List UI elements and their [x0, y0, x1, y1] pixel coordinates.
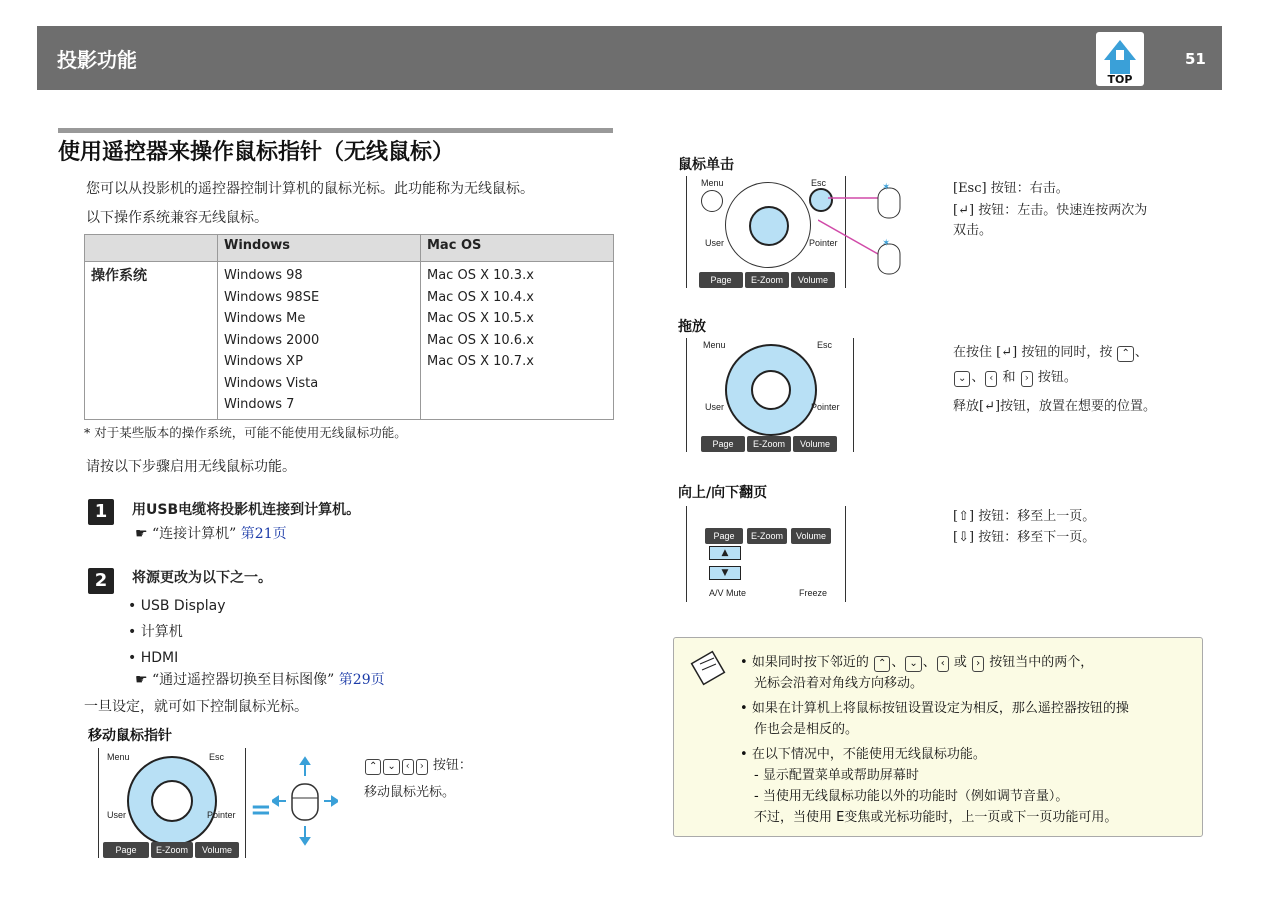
- section-rule: [58, 128, 613, 133]
- remote-illustration-page: [686, 506, 846, 602]
- move-pointer-heading: 移动鼠标指针: [88, 728, 172, 744]
- pointer-label: Pointer: [811, 402, 840, 412]
- page-key: Page: [705, 528, 743, 544]
- notepad-icon: [688, 648, 728, 688]
- left-key-icon: ‹: [985, 371, 997, 387]
- enter-icon: ↵: [1001, 345, 1013, 360]
- enter-button: [151, 780, 193, 822]
- page-key: Page: [699, 272, 743, 288]
- mac-item: Mac OS X 10.3.x: [427, 268, 534, 283]
- equals-icon: =: [250, 795, 272, 825]
- enter-icon: ↵: [984, 399, 995, 414]
- remote-illustration-drag: [686, 338, 854, 452]
- esc-label: Esc: [811, 178, 827, 188]
- source-item: • HDMI: [128, 650, 179, 666]
- table-row-label: 操作系统: [85, 262, 218, 420]
- volume-key: Volume: [195, 842, 239, 858]
- move-desc-2: 移动鼠标光标。: [364, 785, 456, 800]
- step-2-ref: [135, 669, 385, 689]
- menu-button: [701, 190, 723, 212]
- note-dash-1: - 显示配置菜单或帮助屏幕时: [754, 768, 919, 783]
- intro-text-2: 以下操作系统兼容无线鼠标。: [86, 210, 268, 226]
- source-item: • 计算机: [128, 624, 183, 640]
- menu-label: Menu: [703, 340, 726, 350]
- page-key: Page: [701, 436, 745, 452]
- intro-text-1: 您可以从投影机的遥控器控制计算机的鼠标光标。此功能称为无线鼠标。: [86, 181, 534, 197]
- down-key-icon: ⌄: [954, 371, 970, 387]
- right-key-icon: ›: [416, 759, 428, 775]
- step-1-text: 用USB电缆将投影机连接到计算机。: [132, 502, 361, 518]
- section-title: 使用遥控器来操作鼠标指针（无线鼠标）: [58, 140, 455, 165]
- click-line-1: [Esc] 按钮：右击。: [953, 181, 1069, 196]
- table-header-mac: Mac OS: [421, 235, 614, 262]
- mac-item: Mac OS X 10.4.x: [427, 289, 534, 305]
- note-bullet-1-cont: 光标会沿着对角线方向移动。: [754, 676, 924, 691]
- mouse-movement-icon: [272, 756, 338, 846]
- mac-item: Mac OS X 10.5.x: [427, 311, 534, 326]
- step-1-ref: [135, 523, 287, 543]
- step-number-1: 1: [88, 499, 114, 525]
- windows-item: Windows XP: [224, 354, 303, 369]
- user-label: User: [705, 402, 725, 412]
- windows-item: Windows Vista: [224, 375, 319, 391]
- click-line-2: [↵] 按钮：左击。快速连按两次为: [953, 203, 1148, 218]
- remote-illustration-move: [98, 748, 246, 858]
- note-bullet-1: • 如果同时按下邻近的 ⌃ 、 ⌄ 、 ‹ 或 › 按钮当中的两个，: [740, 655, 1094, 670]
- move-desc-label: 按钮：: [432, 758, 472, 773]
- drag-line-2: ⌄ 、 ‹ 和 › 按钮。: [953, 366, 1077, 387]
- drag-heading: 拖放: [678, 319, 706, 335]
- os-compat-table: [84, 234, 614, 420]
- page-heading: 向上/向下翻页: [678, 485, 768, 501]
- click-heading: 鼠标单击: [678, 157, 734, 173]
- note-bullet-3: • 在以下情况中，不能使用无线鼠标功能。: [740, 747, 986, 762]
- enter-button: [749, 206, 789, 246]
- pointing-hand-icon: ☛: [135, 526, 148, 542]
- page-line-2: [⇩] 按钮：移至下一页。: [953, 530, 1096, 545]
- ezoom-key: E-Zoom: [747, 436, 791, 452]
- click-line-3: 双击。: [953, 223, 993, 238]
- windows-item: Windows 2000: [224, 332, 320, 348]
- pointing-hand-icon: ☛: [135, 672, 148, 688]
- ezoom-key: E-Zoom: [747, 528, 787, 544]
- page-link-29[interactable]: 第29页: [338, 672, 385, 688]
- volume-key: Volume: [791, 528, 831, 544]
- steps-intro: 请按以下步骤启用无线鼠标功能。: [86, 459, 296, 475]
- windows-item: Windows 98SE: [224, 289, 320, 305]
- chapter-title: 投影功能: [57, 48, 137, 72]
- volume-key: Volume: [791, 272, 835, 288]
- menu-label: Menu: [701, 178, 724, 188]
- ref-text: “连接计算机”: [152, 526, 237, 542]
- note-dash-3: 不过，当使用 E变焦或光标功能时，上一页或下一页功能可用。: [754, 810, 1118, 825]
- source-list: [128, 593, 226, 671]
- note-content: [740, 652, 1196, 828]
- menu-label: Menu: [107, 752, 130, 762]
- user-label: User: [107, 810, 127, 820]
- mac-list: [421, 262, 614, 420]
- page-link-21[interactable]: 第21页: [240, 526, 287, 542]
- page-line-1: [⇧] 按钮：移至上一页。: [953, 509, 1096, 524]
- pointer-label: Pointer: [207, 810, 236, 820]
- top-button[interactable]: [1096, 32, 1144, 86]
- windows-list: [218, 262, 421, 420]
- page-number: 51: [1185, 50, 1206, 68]
- note-box: [673, 637, 1203, 837]
- page-up-key: ▲: [709, 546, 741, 560]
- note-dash-2: - 当使用无线鼠标功能以外的功能时（例如调节音量）。: [754, 789, 1069, 804]
- page-key: Page: [103, 842, 149, 858]
- windows-item: Windows 98: [224, 268, 303, 283]
- user-label: User: [705, 238, 725, 248]
- note-bullet-2: • 如果在计算机上将鼠标按钮设置设定为相反，那么遥控器按钮的操: [740, 701, 1129, 716]
- right-key-icon: ›: [1021, 371, 1033, 387]
- esc-label: Esc: [817, 340, 833, 350]
- page-header: [37, 26, 1222, 90]
- note-bullet-2-cont: 作也会是相反的。: [754, 722, 859, 737]
- enter-icon: ↵: [958, 203, 969, 218]
- page-down-icon: ⇩: [958, 530, 969, 545]
- drag-line-1: 在按住 [↵] 按钮的同时，按 ⌃ 、: [953, 345, 1148, 360]
- page-down-key: ▼: [709, 566, 741, 580]
- table-header-empty: [85, 235, 218, 262]
- ezoom-key: E-Zoom: [745, 272, 789, 288]
- svg-text:✶: ✶: [882, 182, 891, 193]
- source-item: • USB Display: [128, 598, 226, 614]
- click-mouse-icons: [818, 180, 908, 276]
- svg-text:✶: ✶: [882, 238, 891, 249]
- windows-item: Windows 7: [224, 397, 295, 412]
- enter-button: [751, 370, 791, 410]
- step-number-2: 2: [88, 568, 114, 594]
- footnote: * 对于某些版本的操作系统，可能不能使用无线鼠标功能。: [84, 425, 407, 440]
- ezoom-key: E-Zoom: [151, 842, 193, 858]
- drag-line-3: 释放[↵]按钮，放置在想要的位置。: [953, 399, 1157, 414]
- mac-item: Mac OS X 10.7.x: [427, 354, 534, 369]
- down-key-icon: ⌄: [383, 759, 399, 775]
- page-up-icon: ⇧: [958, 509, 969, 524]
- avmute-label: A/V Mute: [709, 588, 747, 598]
- up-key-icon: ⌃: [1117, 346, 1133, 362]
- move-desc-1: [364, 754, 472, 775]
- esc-label: Esc: [209, 752, 225, 762]
- step-2-text: 将源更改为以下之一。: [132, 570, 272, 586]
- after-setup-text: 一旦设定，就可如下控制鼠标光标。: [84, 699, 308, 715]
- up-key-icon: ⌃: [365, 759, 381, 775]
- table-header-windows: Windows: [218, 235, 421, 262]
- mac-item: Mac OS X 10.6.x: [427, 332, 534, 348]
- ref-text: “通过遥控器切换至目标图像”: [152, 672, 335, 688]
- windows-item: Windows Me: [224, 311, 306, 326]
- volume-key: Volume: [793, 436, 837, 452]
- pointer-label: Pointer: [809, 238, 838, 248]
- left-key-icon: ‹: [402, 759, 414, 775]
- top-label: TOP: [1107, 73, 1133, 86]
- freeze-label: Freeze: [799, 588, 828, 598]
